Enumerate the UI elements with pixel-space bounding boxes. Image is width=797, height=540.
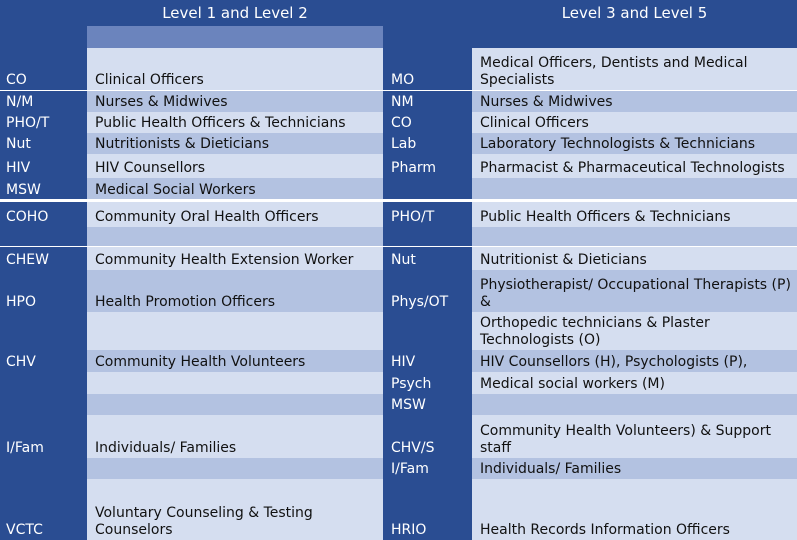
level12-abbrev <box>0 372 87 394</box>
table-row <box>0 270 797 312</box>
level35-cadre: HIV Counsellors (H), Psychologists (P), <box>472 350 797 372</box>
level35-cadre <box>472 227 797 247</box>
level35-abbrev: MO <box>383 48 472 90</box>
level12-cadre: Community Health Volunteers <box>87 350 383 372</box>
level12-abbrev <box>0 458 87 479</box>
level35-cadre: Nurses & Midwives <box>472 91 797 112</box>
level35-abbrev: PHO/T <box>383 202 472 227</box>
level12-abbrev: I/Fam <box>0 415 87 458</box>
level12-abbrev <box>0 227 87 247</box>
level12-cadre: Community Oral Health Officers <box>87 202 383 227</box>
level12-cadre <box>87 227 383 247</box>
level12-cadre: Voluntary Counseling & Testing Counselors <box>87 479 383 540</box>
row-separator <box>0 199 797 201</box>
header-right: Level 3 and Level 5 <box>561 4 708 22</box>
level12-abbrev: N/M <box>0 91 87 112</box>
level35-abbrev: CO <box>383 112 472 133</box>
level35-cadre: Community Health Volunteers) & Support staff <box>472 415 797 458</box>
level35-abbrev: MSW <box>383 394 472 415</box>
table-row <box>0 227 797 247</box>
level12-abbrev: HIV <box>0 154 87 178</box>
level12-cadre: Clinical Officers <box>87 48 383 90</box>
level35-cadre: Medical Officers, Dentists and Medical Specialists <box>472 48 797 90</box>
level35-cadre: Physiotherapist/ Occupational Therapists (P) & <box>472 270 797 312</box>
table-row <box>0 479 797 540</box>
level12-cadre: Nurses & Midwives <box>87 91 383 112</box>
level35-abbrev: Pharm <box>383 154 472 178</box>
level35-abbrev: Psych <box>383 372 472 394</box>
level12-cadre: HIV Counsellors <box>87 154 383 178</box>
level12-cadre <box>87 458 383 479</box>
table-header <box>0 0 797 26</box>
table-row <box>0 202 797 227</box>
level12-abbrev: CHEW <box>0 247 87 270</box>
level12-cadre: Nutritionists & Dieticians <box>87 133 383 154</box>
level12-abbrev: MSW <box>0 178 87 200</box>
level35-cadre: Medical social workers (M) <box>472 372 797 394</box>
level12-abbrev: CO <box>0 48 87 90</box>
table-row <box>0 372 797 394</box>
table-row <box>0 415 797 458</box>
level35-cadre: Nutritionist & Dieticians <box>472 247 797 270</box>
level12-abbrev: CHV <box>0 350 87 372</box>
header-subrow-left <box>87 26 383 48</box>
table-row <box>0 350 797 372</box>
level35-abbrev: HIV <box>383 350 472 372</box>
table-row <box>0 312 797 350</box>
table-row <box>0 133 797 154</box>
level35-cadre: Pharmacist & Pharmaceutical Technologists <box>472 154 797 178</box>
table-row <box>0 48 797 90</box>
level35-cadre <box>472 394 797 415</box>
table-row <box>0 112 797 133</box>
level35-abbrev: Nut <box>383 247 472 270</box>
level35-abbrev: NM <box>383 91 472 112</box>
table-row <box>0 91 797 112</box>
level12-cadre: Individuals/ Families <box>87 415 383 458</box>
level35-abbrev <box>383 312 472 350</box>
header-subrow <box>0 26 797 48</box>
level35-abbrev: CHV/S <box>383 415 472 458</box>
header-left: Level 1 and Level 2 <box>162 4 308 22</box>
level35-cadre: Public Health Officers & Technicians <box>472 202 797 227</box>
level12-abbrev: COHO <box>0 202 87 227</box>
level12-cadre <box>87 394 383 415</box>
level35-abbrev <box>383 227 472 247</box>
level12-abbrev <box>0 312 87 350</box>
level35-abbrev: Phys/OT <box>383 270 472 312</box>
level12-cadre: Medical Social Workers <box>87 178 383 200</box>
level12-cadre: Public Health Officers & Technicians <box>87 112 383 133</box>
table-row <box>0 154 797 178</box>
level12-cadre <box>87 372 383 394</box>
level35-cadre: Clinical Officers <box>472 112 797 133</box>
table-row <box>0 394 797 415</box>
level12-abbrev <box>0 394 87 415</box>
level35-cadre: Health Records Information Officers <box>472 479 797 540</box>
level35-abbrev: Lab <box>383 133 472 154</box>
level35-abbrev: HRIO <box>383 479 472 540</box>
level12-abbrev: PHO/T <box>0 112 87 133</box>
level12-cadre: Community Health Extension Worker <box>87 247 383 270</box>
level12-cadre: Health Promotion Officers <box>87 270 383 312</box>
level12-abbrev: VCTC <box>0 479 87 540</box>
level12-abbrev: Nut <box>0 133 87 154</box>
level35-abbrev: I/Fam <box>383 458 472 479</box>
table-row <box>0 247 797 270</box>
level12-abbrev: HPO <box>0 270 87 312</box>
level35-abbrev <box>383 178 472 200</box>
level35-cadre: Individuals/ Families <box>472 458 797 479</box>
table-row <box>0 458 797 479</box>
level35-cadre: Laboratory Technologists & Technicians <box>472 133 797 154</box>
level12-cadre <box>87 312 383 350</box>
table-row <box>0 178 797 200</box>
level35-cadre: Orthopedic technicians & Plaster Technologists (O) <box>472 312 797 350</box>
level35-cadre <box>472 178 797 200</box>
